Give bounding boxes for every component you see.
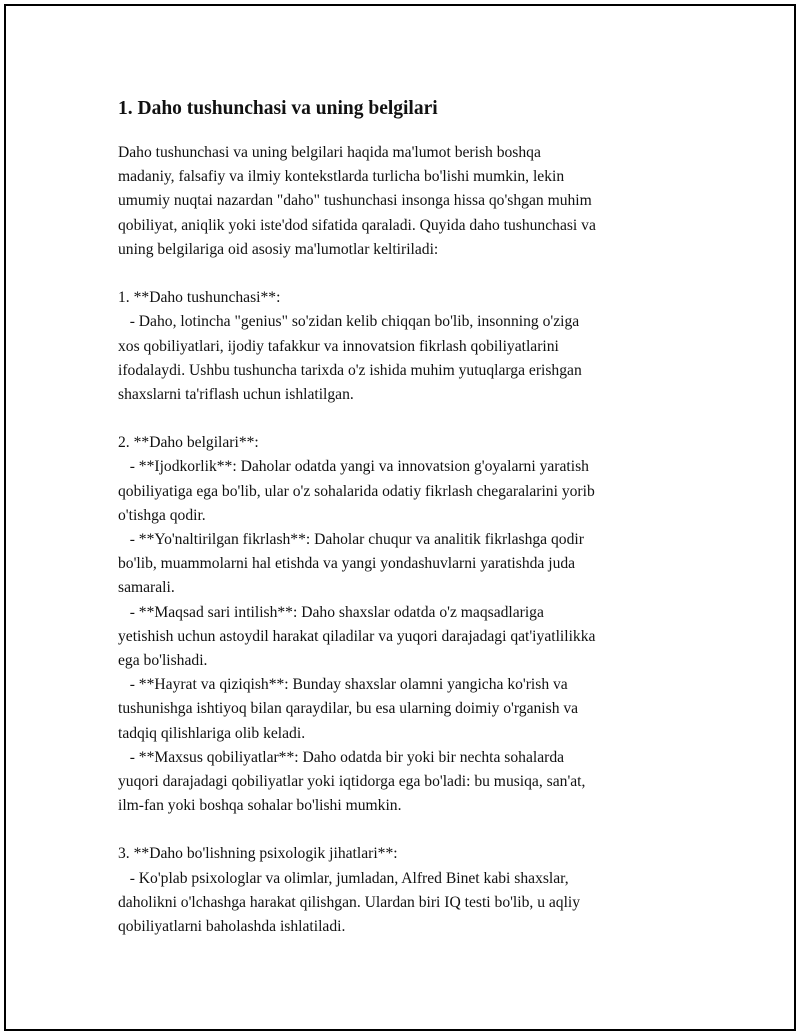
page-title: 1. Daho tushunchasi va uning belgilari — [118, 98, 438, 119]
text-line: ilm-fan yoki boshqa sohalar bo'lishi mumkin. — [118, 797, 402, 815]
paragraph-gap — [118, 818, 688, 842]
text-line: o'tishga qodir. — [118, 506, 206, 524]
text-line: Daho tushunchasi va uning belgilari haqida ma'lumot berish boshqa — [118, 144, 541, 161]
list-item-line: - **Hayrat va qiziqish**: Bunday shaxslar olamni yangicha ko'rish va — [118, 676, 568, 694]
document-content — [118, 96, 688, 939]
list-item-line: - Ko'plab psixologlar va olimlar, jumladan, Alfred Binet kabi shaxslar, — [118, 869, 569, 887]
paragraph-gap — [118, 262, 688, 286]
text-line: tadqiq qilishlariga olib keladi. — [118, 724, 306, 742]
text-line: umumiy nuqtai nazardan "daho" tushunchasi insonga hissa qo'shgan muhim — [118, 192, 592, 210]
text-line: uning belgilariga oid asosiy ma'lumotlar keltiriladi: — [118, 240, 439, 258]
section-heading-line: 2. **Daho belgilari**: — [118, 434, 259, 452]
text-line: qobiliyat, aniqlik yoki iste'dod sifatida qaraladi. Quyida daho tushunchasi va — [118, 216, 596, 234]
list-item-line: - **Ijodkorlik**: Daholar odatda yangi va innovatsion g'oyalarni yaratish — [118, 458, 589, 476]
text-line: yetishish uchun astoydil harakat qiladilar va yuqori darajadagi qat'iyatlilikka — [118, 627, 596, 645]
text-line: daholikni o'lchashga harakat qilishgan. Ulardan biri IQ testi bo'lib, u aqliy — [118, 893, 581, 911]
section-heading-line: 1. **Daho tushunchasi**: — [118, 289, 281, 307]
section-daho-tushunchasi — [118, 286, 688, 407]
text-line: shaxslarni ta'riflash uchun ishlatilgan. — [118, 385, 354, 403]
text-line: yuqori darajadagi qobiliyatlar yoki iqtidorga ega bo'ladi: bu musiqa, san'at, — [118, 772, 586, 790]
text-line: bo'lib, muammolarni hal etishda va yangi yondashuvlarni yaratishda juda — [118, 555, 576, 573]
text-line: tushunishga ishtiyoq bilan qaraydilar, bu esa ularning doimiy o'rganish va — [118, 700, 579, 718]
paragraph-gap — [118, 407, 688, 431]
text-line: - Daho, lotincha "genius" so'zidan kelib chiqqan bo'lib, insonning o'ziga — [118, 313, 580, 331]
text-line: qobiliyatlarni baholashda ishlatiladi. — [118, 918, 346, 935]
list-item-line: - **Maqsad sari intilish**: Daho shaxslar odatda o'z maqsadlariga — [118, 603, 544, 621]
intro-paragraph — [118, 141, 688, 262]
section-daho-belgilari — [118, 431, 688, 818]
section-heading-line: 3. **Daho bo'lishning psixologik jihatlari**: — [118, 845, 398, 863]
text-line: qobiliyatiga ega bo'lib, ular o'z sohalarida odatiy fikrlash chegaralarini yorib — [118, 482, 595, 500]
list-item-line: - **Maxsus qobiliyatlar**: Daho odatda bir yoki bir nechta sohalarda — [118, 748, 565, 766]
section-psixologik-jihatlar — [118, 842, 688, 939]
document-page — [4, 4, 796, 1031]
text-line: ega bo'lishadi. — [118, 651, 208, 669]
text-line: madaniy, falsafiy va ilmiy kontekstlarda turlicha bo'lishi mumkin, lekin — [118, 168, 565, 186]
list-item-line: - **Yo'naltirilgan fikrlash**: Daholar chuqur va analitik fikrlashga qodir — [118, 531, 584, 548]
text-line: samarali. — [118, 579, 175, 597]
text-line: ifodalaydi. Ushbu tushuncha tarixda o'z ishida muhim yutuqlarga erishgan — [118, 361, 582, 379]
text-line: xos qobiliyatlari, ijodiy tafakkur va innovatsion fikrlash qobiliyatlarini — [118, 337, 559, 355]
